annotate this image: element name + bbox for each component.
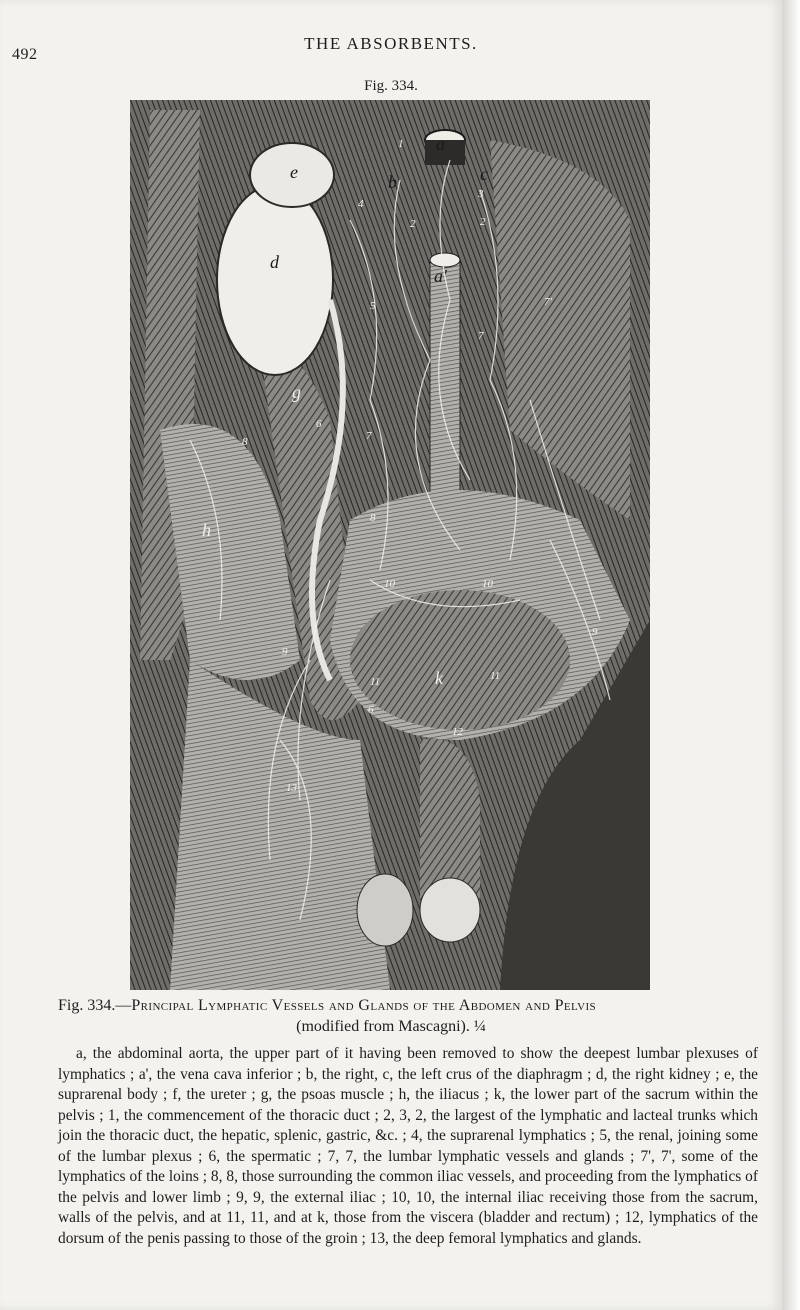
label-a-prime: a'	[434, 266, 447, 286]
caption-prefix: Fig. 334.—	[58, 997, 132, 1014]
label-5: 5	[370, 300, 376, 312]
label-7b: 7	[366, 430, 372, 442]
label-k: k	[435, 668, 443, 688]
label-b: b	[388, 172, 397, 192]
label-h: h	[202, 520, 211, 540]
vena-cava-cut	[430, 253, 460, 267]
figure-caption-title	[58, 996, 758, 1016]
label-10a: 10	[384, 578, 395, 590]
label-13: 13	[286, 782, 297, 794]
glans	[420, 878, 480, 942]
label-2b: 2	[480, 216, 486, 228]
label-6a: 6	[316, 418, 322, 430]
label-7-prime: 7'	[544, 296, 552, 308]
label-8a: 8	[242, 436, 248, 448]
label-10b: 10	[482, 578, 493, 590]
label-g: g	[292, 382, 301, 402]
engraving-drawing	[130, 100, 650, 990]
label-6b: 6	[368, 704, 374, 716]
aorta-upper	[425, 140, 465, 165]
running-head: THE ABSORBENTS.	[304, 34, 478, 53]
label-d: d	[270, 252, 279, 272]
aorta-column	[430, 260, 460, 520]
label-4: 4	[358, 198, 364, 210]
sacrum	[350, 590, 570, 730]
label-11b: 11	[490, 670, 501, 682]
figure-caption-subtitle: (modified from Mascagni). ¼	[296, 1018, 486, 1035]
label-3: 3	[478, 188, 484, 200]
figure-label: Fig. 334.	[364, 78, 418, 94]
label-1: 1	[398, 138, 404, 150]
testis	[357, 874, 413, 946]
page-number: 492	[12, 46, 38, 63]
label-7a: 7	[478, 330, 484, 342]
label-2a: 2	[410, 218, 416, 230]
label-a: a	[436, 134, 445, 154]
label-9b: 9	[592, 626, 598, 638]
label-11a: 11	[370, 676, 381, 688]
kidney	[217, 185, 333, 375]
label-8b: 8	[370, 512, 376, 524]
figure-caption-body: a, the abdominal aorta, the upper part of it having been removed to show the deepest lumbar plexuses of lymphatics ; a', the vena cava inferior ; b, the right, c, the left crus of the diaphragm ; d, the right kidney ; e, the suprarenal body ; f, the ureter ; g, the psoas muscle ; h, the iliacus ; k, the lower part of the sacrum within the pelvis ; 1, the commencement of the thoracic duct ; 2, 3, 2, the largest of the lymphatic and lacteal trunks which join the thoracic duct, the hepatic, splenic, gastric, &c. ; 4, the suprarenal lymphatics ; 5, the renal, joining some of the lumbar plexus ; 6, the spermatic ; 7, 7, the lumbar lymphatic vessels and glands ; 7', 7', some of the lymphatics of the loins ; 8, 8, those surrounding the common iliac vessels, and proceeding from the lymphatics of the pelvis and lower limb ; 9, 9, the external iliac ; 10, 10, the internal iliac receiving those from the sacrum, walls of the pelvis, and at 11, 11, and at k, those from the viscera (bladder and rectum) ; 12, lymphatics of the dorsum of the penis passing to those of the groin ; 13, the deep femoral lymphatics and glands.	[58, 1045, 758, 1247]
label-c: c	[480, 164, 488, 184]
label-9a: 9	[282, 646, 288, 658]
label-12: 12	[452, 726, 463, 738]
caption-title-main: Principal Lymphatic Vessels and Glands of the Abdomen and Pelvis	[131, 997, 597, 1014]
anatomical-illustration	[130, 100, 650, 990]
label-e: e	[290, 162, 298, 182]
page-edge	[782, 0, 800, 1310]
